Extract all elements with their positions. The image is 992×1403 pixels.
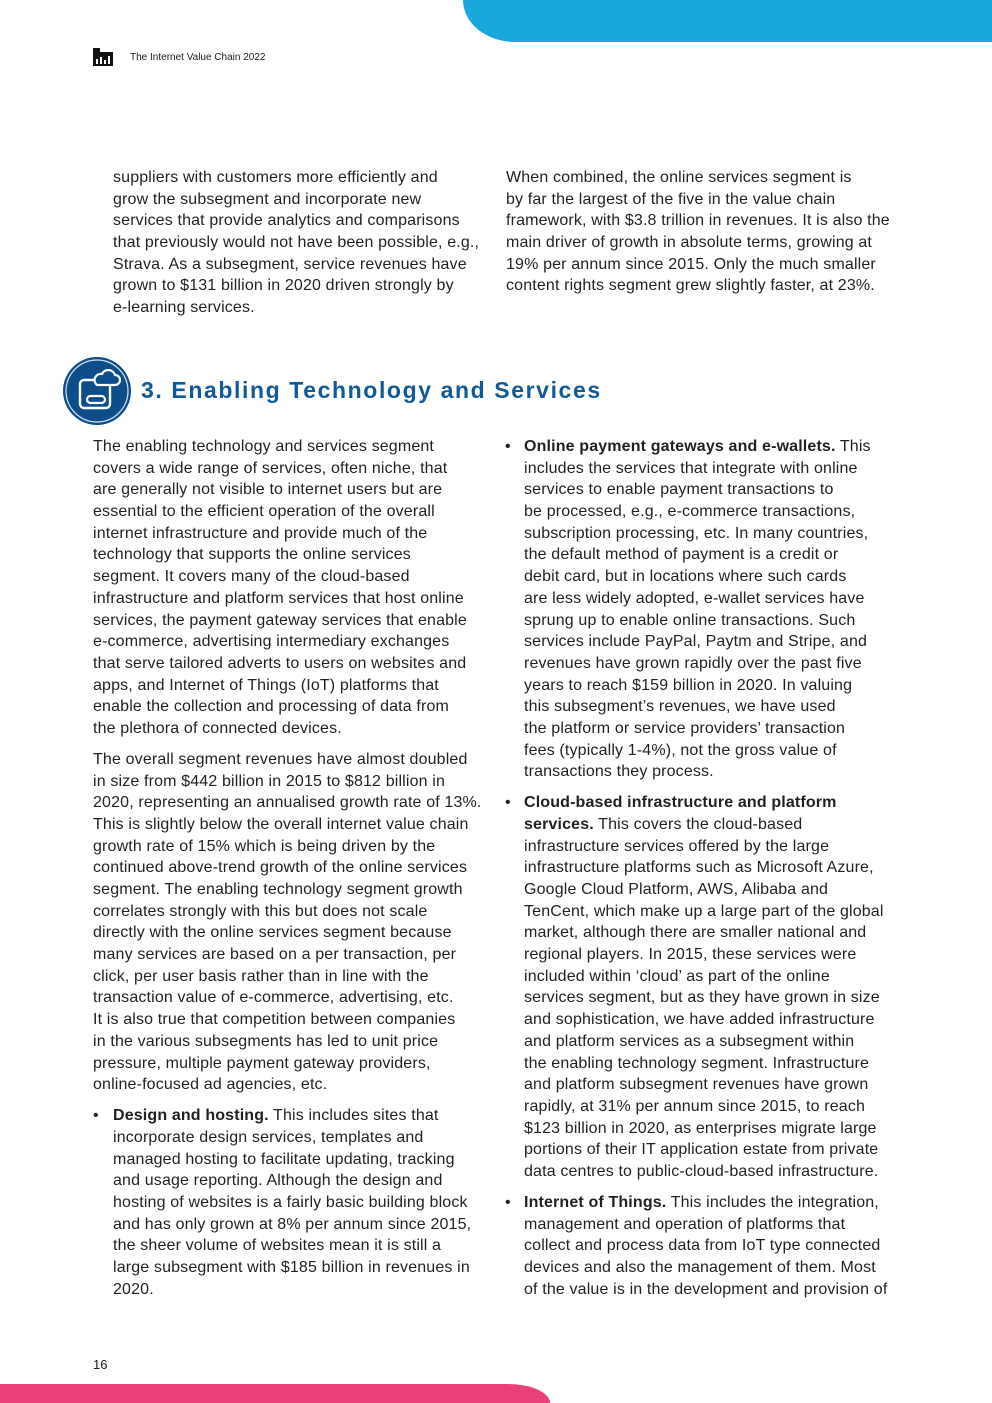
text-line: many services are based on a per transaction, per (93, 946, 457, 964)
bullet-marker: • (505, 1193, 511, 1211)
text-line: directly with the online services segment because (93, 924, 452, 942)
text-line: regional players. In 2015, these services were (524, 946, 857, 964)
text-line: data centres to public-cloud-based infrastructure. (524, 1162, 879, 1180)
text-line: included within ‘cloud’ as part of the online (524, 967, 830, 985)
text-line: This is slightly below the overall internet value chain (93, 815, 469, 833)
text-line: infrastructure services offered by the large (524, 837, 830, 855)
text-line: $123 billion in 2020, as enterprises migrate large (524, 1119, 877, 1137)
bullet-item-cloud-infrastructure (505, 792, 905, 1182)
bold-lead-text: Design and hosting. (113, 1107, 269, 1125)
bullet-text (524, 436, 905, 783)
text-line: apps, and Internet of Things (IoT) platforms that (93, 676, 439, 694)
text-line: covers a wide range of services, often niche, that (93, 459, 448, 477)
text-line: large subsegment with $185 billion in revenues in (113, 1259, 470, 1277)
text-line: and platform subsegment revenues have grown (524, 1076, 869, 1094)
text-line: The enabling technology and services segment (93, 438, 435, 455)
text-line: the platform or service providers’ transaction (524, 719, 846, 737)
text-line: growth rate of 15% which is being driven by the (93, 837, 436, 855)
text-line: internet infrastructure and provide much of the (93, 524, 428, 542)
text-line: rapidly, at 31% per annum since 2015, to reach (524, 1097, 866, 1115)
text-line (524, 1192, 905, 1214)
text-line: devices and also the management of them. Most (524, 1259, 876, 1277)
text-line: management and operation of platforms that (524, 1215, 846, 1233)
text-line: Strava. As a subsegment, service revenues have (113, 255, 467, 273)
text-line: click, per user basis rather than in line with the (93, 967, 429, 985)
text-line: suppliers with customers more efficiently and (113, 169, 438, 186)
text-line: It is also true that competition between companies (93, 1011, 456, 1029)
bold-lead-text: services. (524, 815, 594, 833)
text-line: infrastructure platforms such as Microsoft Azure, (524, 859, 874, 877)
text-line: services to enable payment transactions to (524, 481, 834, 499)
bullet-item-online-payments (505, 436, 905, 783)
bullet-marker: • (93, 1107, 99, 1125)
cloud-platform-icon (62, 356, 132, 426)
text-line (524, 814, 905, 836)
text-line: services, the payment gateway services that enable (93, 611, 467, 629)
text-line: e-learning services. (113, 299, 255, 317)
text-line: online-focused ad agencies, etc. (93, 1076, 328, 1094)
text-line: and usage reporting. Although the design and (113, 1172, 443, 1190)
text-line: this subsegment’s revenues, we have used (524, 698, 836, 716)
text-line (113, 1105, 493, 1127)
text-line: fees (typically 1-4%), not the gross value of (524, 741, 837, 759)
text-line: of the value is in the development and provision of (524, 1280, 888, 1298)
text-line: that serve tailored adverts to users on websites and (93, 654, 467, 672)
body-text: This covers the cloud-based (593, 815, 803, 833)
text-line: that previously would not have been possible, e.g., (113, 234, 480, 252)
text-line: in size from $442 billion in 2015 to $812 billion in (93, 772, 446, 790)
bullet-text (113, 1105, 493, 1300)
text-line: TenCent, which make up a large part of the global (524, 902, 884, 920)
text-line: main driver of growth in absolute terms, growing at (506, 234, 873, 252)
bullet-item-design-hosting (93, 1105, 493, 1300)
text-line: the default method of payment is a credit or (524, 546, 839, 564)
text-line: When combined, the online services segment is (506, 169, 852, 186)
top-accent-band (463, 0, 992, 42)
text-line: and has only grown at 8% per annum since 2015, (113, 1215, 472, 1233)
text-line: market, although there are smaller national and (524, 924, 867, 942)
body-text: This (835, 438, 871, 455)
text-line: 2020. (113, 1280, 154, 1298)
text-line: in the various subsegments has led to unit price (93, 1032, 439, 1050)
text-line: pressure, multiple payment gateway providers, (93, 1054, 431, 1072)
segment-overview-paragraph (93, 436, 493, 740)
text-line: grow the subsegment and incorporate new (113, 190, 422, 208)
body-text: This includes the integration, (666, 1193, 879, 1211)
text-line: e-commerce, advertising intermediary exchanges (93, 633, 450, 651)
text-line: The overall segment revenues have almost doubled (93, 750, 468, 768)
text-line: grown to $131 billion in 2020 driven strongly by (113, 277, 454, 295)
bullet-text (524, 792, 905, 1182)
text-line: the enabling technology segment. Infrastructure (524, 1054, 870, 1072)
text-line: framework, with $3.8 trillion in revenues. It is also the (506, 212, 890, 230)
text-line: are generally not visible to internet users but are (93, 481, 443, 499)
segment-revenue-paragraph (93, 749, 493, 1096)
page-number: 16 (93, 1357, 108, 1372)
report-logo-icon (93, 48, 113, 66)
text-line: Google Cloud Platform, AWS, Alibaba and (524, 881, 829, 899)
text-line: transaction value of e-commerce, advertising, etc. (93, 989, 454, 1007)
text-line: continued above-trend growth of the online services (93, 859, 468, 877)
body-text: This includes sites that (268, 1107, 439, 1125)
text-line: portions of their IT application estate from private (524, 1141, 879, 1159)
bold-lead-text: Online payment gateways and e-wallets. (524, 438, 836, 455)
text-line: the plethora of connected devices. (93, 719, 342, 737)
text-line: services segment, but as they have grown in size (524, 989, 880, 1007)
bottom-accent-band (0, 1384, 550, 1403)
left-column (93, 436, 493, 1310)
text-line: incorporate design services, templates and (113, 1128, 424, 1146)
section-heading: 3. Enabling Technology and Services (141, 377, 602, 403)
intro-left-paragraph (113, 167, 479, 319)
text-line: be processed, e.g., e-commerce transactions, (524, 503, 856, 521)
text-line: revenues have grown rapidly over the past five (524, 654, 862, 672)
text-line: 2020, representing an annualised growth rate of 13%. (93, 794, 482, 812)
bullet-marker: • (505, 438, 511, 455)
bold-lead-text: Internet of Things. (524, 1193, 667, 1211)
text-line: and platform services as a subsegment within (524, 1032, 855, 1050)
text-line: services include PayPal, Paytm and Stripe, and (524, 633, 868, 651)
text-line: segment. It covers many of the cloud-based (93, 568, 410, 586)
text-line: services that provide analytics and comparisons (113, 212, 460, 230)
document-title: The Internet Value Chain 2022 (130, 52, 266, 63)
text-line: hosting of websites is a fairly basic building block (113, 1193, 468, 1211)
bullet-item-internet-of-things (505, 1192, 905, 1300)
text-line: and sophistication, we have added infrastructure (524, 1011, 875, 1029)
text-line: enable the collection and processing of data from (93, 698, 450, 716)
text-line: correlates strongly with this but does not scale (93, 902, 428, 920)
bullet-marker: • (505, 794, 511, 812)
text-line: infrastructure and platform services that host online (93, 589, 464, 607)
text-line: are less widely adopted, e-wallet services have (524, 589, 865, 607)
intro-right-paragraph (506, 167, 890, 297)
text-line (524, 436, 905, 458)
right-column (505, 436, 905, 1310)
text-line: 19% per annum since 2015. Only the much smaller (506, 255, 876, 273)
text-line: segment. The enabling technology segment growth (93, 881, 463, 899)
text-line: years to reach $159 billion in 2020. In valuing (524, 676, 853, 694)
text-line: transactions they process. (524, 763, 714, 781)
text-line: includes the services that integrate with online (524, 459, 858, 477)
text-line: managed hosting to facilitate updating, tracking (113, 1150, 455, 1168)
text-line: by far the largest of the five in the value chain (506, 190, 836, 208)
text-line: subscription processing, etc. In many countries, (524, 524, 869, 542)
text-line: the sheer volume of websites mean it is still a (113, 1237, 442, 1255)
bold-lead-text: Cloud-based infrastructure and platform (524, 794, 837, 812)
text-line: sprung up to enable online transactions. Such (524, 611, 856, 629)
text-line: debit card, but in locations where such cards (524, 568, 847, 586)
text-line: technology that supports the online services (93, 546, 411, 564)
text-line (524, 792, 905, 814)
bullet-text (524, 1192, 905, 1300)
text-line: essential to the efficient operation of the overall (93, 503, 435, 521)
text-line: content rights segment grew slightly faster, at 23%. (506, 277, 875, 295)
text-line: collect and process data from IoT type connected (524, 1237, 881, 1255)
